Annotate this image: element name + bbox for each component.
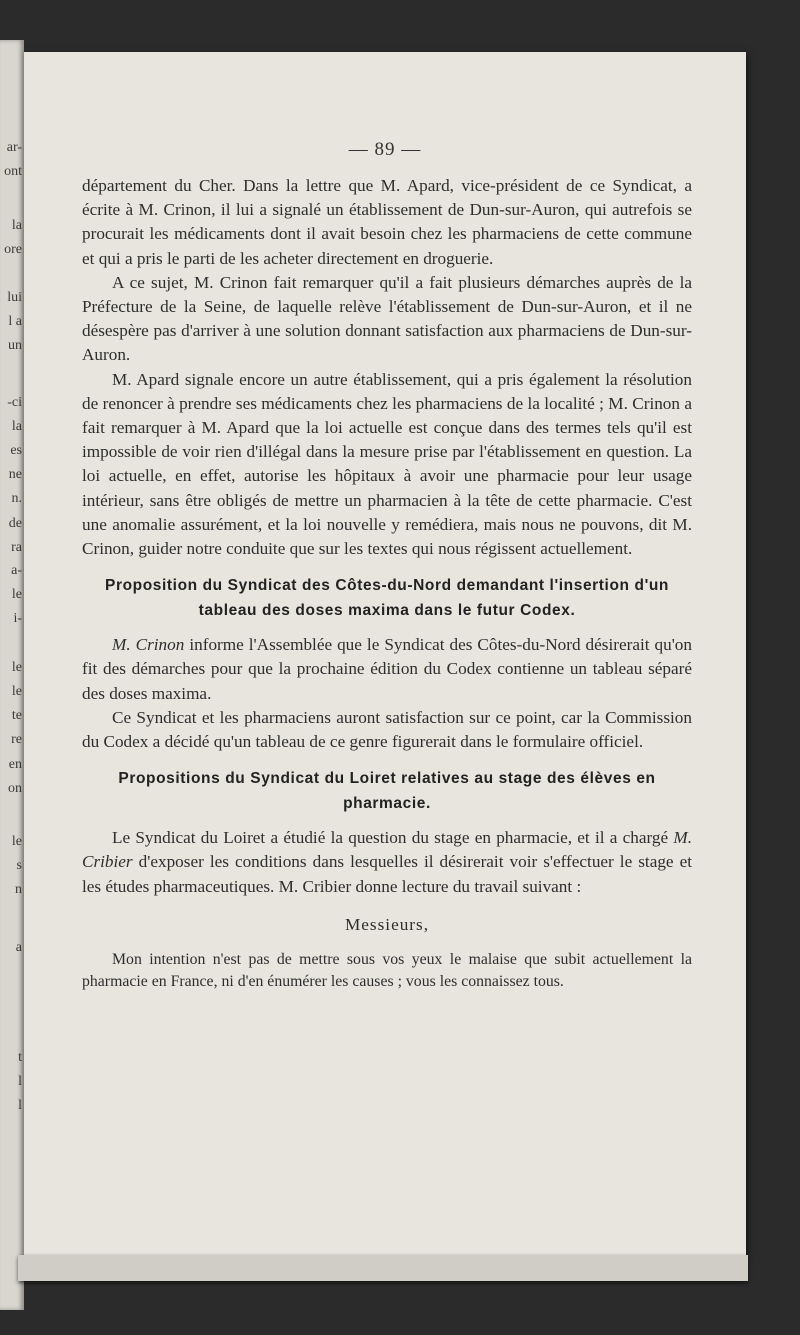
previous-page-fragment: en — [8, 757, 22, 772]
paragraph-6 — [82, 826, 692, 899]
previous-page-fragment: on — [8, 781, 22, 796]
previous-page-fragment: a- — [11, 563, 22, 578]
page-bottom-edge — [18, 1255, 748, 1281]
previous-page-edge — [0, 40, 24, 1310]
previous-page-fragment: la — [11, 218, 22, 233]
previous-page-fragment: l a — [8, 314, 22, 329]
speaker-name: M. Crinon — [112, 635, 185, 655]
previous-page-fragment: ont — [4, 164, 22, 179]
previous-page-fragment: un — [8, 338, 22, 353]
previous-page-fragment: ar- — [6, 140, 22, 155]
paragraph-6-text-b: d'exposer les conditions dans lesquelles il désirerait voir s'effectuer le stage et les études pharmaceutiques. M. Cribier donne lecture du travail suivant : — [82, 852, 692, 896]
previous-page-fragment: le — [11, 834, 22, 849]
previous-page-fragment: a — [15, 940, 22, 955]
previous-page-fragment: ne — [8, 467, 22, 482]
previous-page-fragment: l — [18, 1098, 22, 1113]
previous-page-fragment: ra — [11, 540, 22, 555]
previous-page-fragment: ore — [4, 242, 22, 257]
page-number: — 89 — — [348, 139, 422, 160]
previous-page-fragment: i- — [13, 611, 22, 626]
previous-page-fragment: l — [18, 1074, 22, 1089]
book-page — [24, 52, 746, 1255]
letter-paragraph: Mon intention n'est pas de mettre sous vos yeux le malaise que subit actuellement la pharmacie en France, ni d'en énumérer les causes ; vous les connaissez tous. — [82, 951, 692, 991]
previous-page-fragment: te — [11, 708, 22, 723]
previous-page-fragment: le — [11, 684, 22, 699]
section-heading-loiret: Propositions du Syndicat du Loiret relatives au stage des élèves en pharmacie. — [118, 770, 656, 813]
previous-page-fragment: -ci — [7, 395, 22, 410]
paragraph-6-text-a: Le Syndicat du Loiret a étudié la question du stage en pharmacie, et il a chargé — [112, 828, 674, 848]
previous-page-fragment: la — [11, 419, 22, 434]
letter-salutation: Messieurs, — [345, 914, 429, 934]
section-heading-cotes-du-nord: Proposition du Syndicat des Côtes-du-Nord demandant l'insertion d'un tableau des doses maxima dans le futur Codex. — [105, 577, 669, 620]
page-body — [82, 174, 692, 993]
paragraph-4-text: informe l'Assemblée que le Syndicat des Côtes-du-Nord désirerait qu'on fit des démarches pour que la prochaine édition du Codex contienne un tableau séparé des doses maxima. — [82, 635, 692, 703]
paragraph-1: département du Cher. Dans la lettre que M. Apard, vice-président de ce Syndicat, a écrite à M. Crinon, il lui a signalé un établissement de Dun-sur-Auron, qui autrefois se procurait les médicaments dont il avait besoin chez les pharmaciens de cette commune et qui a pris le parti de les acheter directement en droguerie. — [82, 176, 692, 268]
previous-page-fragment: s — [16, 858, 22, 873]
previous-page-fragment: n. — [11, 491, 22, 506]
previous-page-fragment: n — [15, 882, 22, 897]
previous-page-fragment: t — [18, 1050, 22, 1065]
paragraph-2: A ce sujet, M. Crinon fait remarquer qu'il a fait plusieurs démarches auprès de la Préfecture de la Seine, de laquelle relève l'établissement de Dun-sur-Auron, et il ne désespère pas d'arriver à une solution donnant satisfaction aux pharmaciens de Dun-sur-Auron. — [82, 272, 692, 365]
paragraph-3: M. Apard signale encore un autre établissement, qui a pris également la résolution de renoncer à prendre ses médicaments chez les pharmaciens de la localité ; M. Crinon a fait remarquer à M. Apard que la loi actuelle est conçue dans des termes tels qu'il est impossible de voir rien d'illégal dans la mesure prise par l'établissement en question. La loi actuelle, en effet, autorise les hôpitaux à avoir une pharmacie pour leur usage intérieur, sans être obligés de mettre un pharmacien à la tête de cette pharmacie. C'est une anomalie assurément, et la loi nouvelle y remédiera, mais nous ne pouvons, dit M. Crinon, guider notre conduite que sur les textes qui nous régissent actuellement. — [82, 369, 692, 559]
speaker-name: M. Cribier — [82, 828, 692, 872]
previous-page-fragment: es — [10, 443, 22, 458]
previous-page-fragment: le — [11, 660, 22, 675]
paragraph-5: Ce Syndicat et les pharmaciens auront satisfaction sur ce point, car la Commission du Codex a décidé qu'un tableau de ce genre figurerait dans le formulaire officiel. — [82, 707, 692, 752]
previous-page-fragment: re — [11, 732, 22, 747]
previous-page-fragment: le — [11, 587, 22, 602]
previous-page-fragment: de — [8, 516, 22, 531]
previous-page-fragment: lui — [7, 290, 22, 305]
paragraph-4 — [82, 633, 692, 706]
